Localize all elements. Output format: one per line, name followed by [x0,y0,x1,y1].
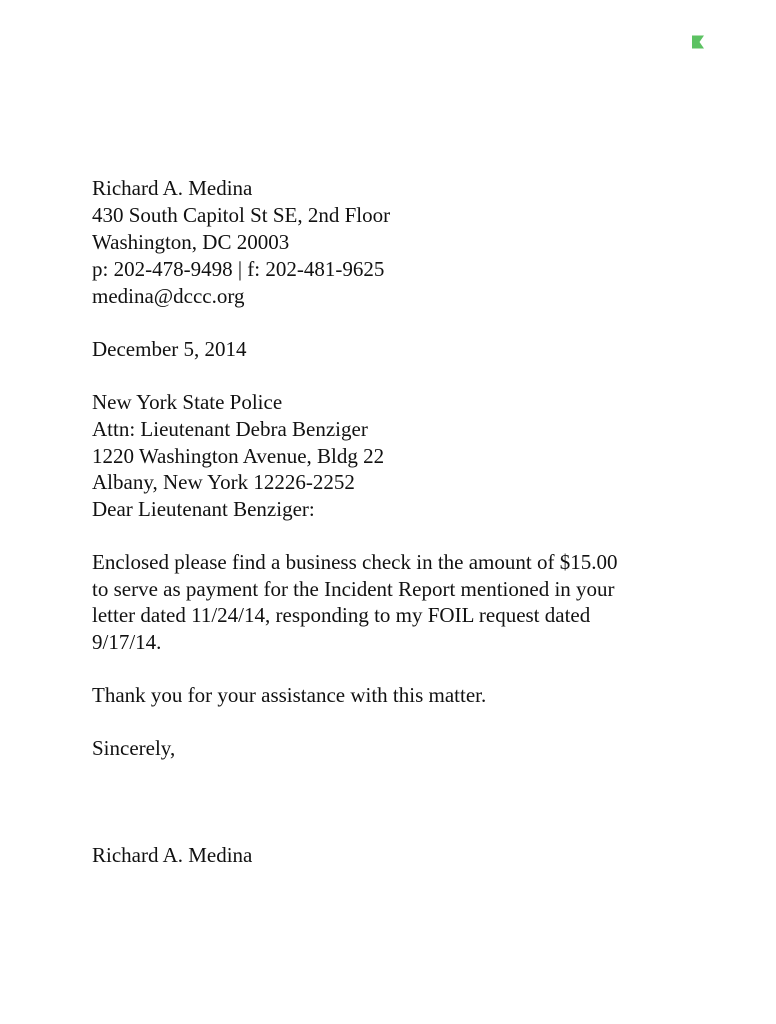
recipient-org: New York State Police [92,390,283,414]
body-line-3: letter dated 11/24/14, responding to my FOIL request dated [92,603,591,627]
recipient-attn: Attn: Lieutenant Debra Benziger [92,417,368,441]
signature-name: Richard A. Medina [92,843,253,867]
bookmark-tag-icon[interactable] [690,34,706,50]
body-line-1: Enclosed please find a business check in the amount of $15.00 [92,550,618,574]
body-line-4: 9/17/14. [92,630,162,654]
body-line-2: to serve as payment for the Incident Report mentioned in your [92,577,615,601]
salutation: Dear Lieutenant Benziger: [92,497,315,521]
sender-address-line1: 430 South Capitol St SE, 2nd Floor [92,203,391,227]
sender-name: Richard A. Medina [92,176,253,200]
thanks-line: Thank you for your assistance with this matter. [92,683,487,707]
recipient-address-line1: 1220 Washington Avenue, Bldg 22 [92,444,385,468]
closing: Sincerely, [92,736,176,760]
sender-email: medina@dccc.org [92,284,245,308]
sender-phone-fax: p: 202-478-9498 | f: 202-481-9625 [92,257,385,281]
sender-address-line2: Washington, DC 20003 [92,230,290,254]
letter-date: December 5, 2014 [92,337,247,361]
recipient-address-line2: Albany, New York 12226-2252 [92,470,355,494]
